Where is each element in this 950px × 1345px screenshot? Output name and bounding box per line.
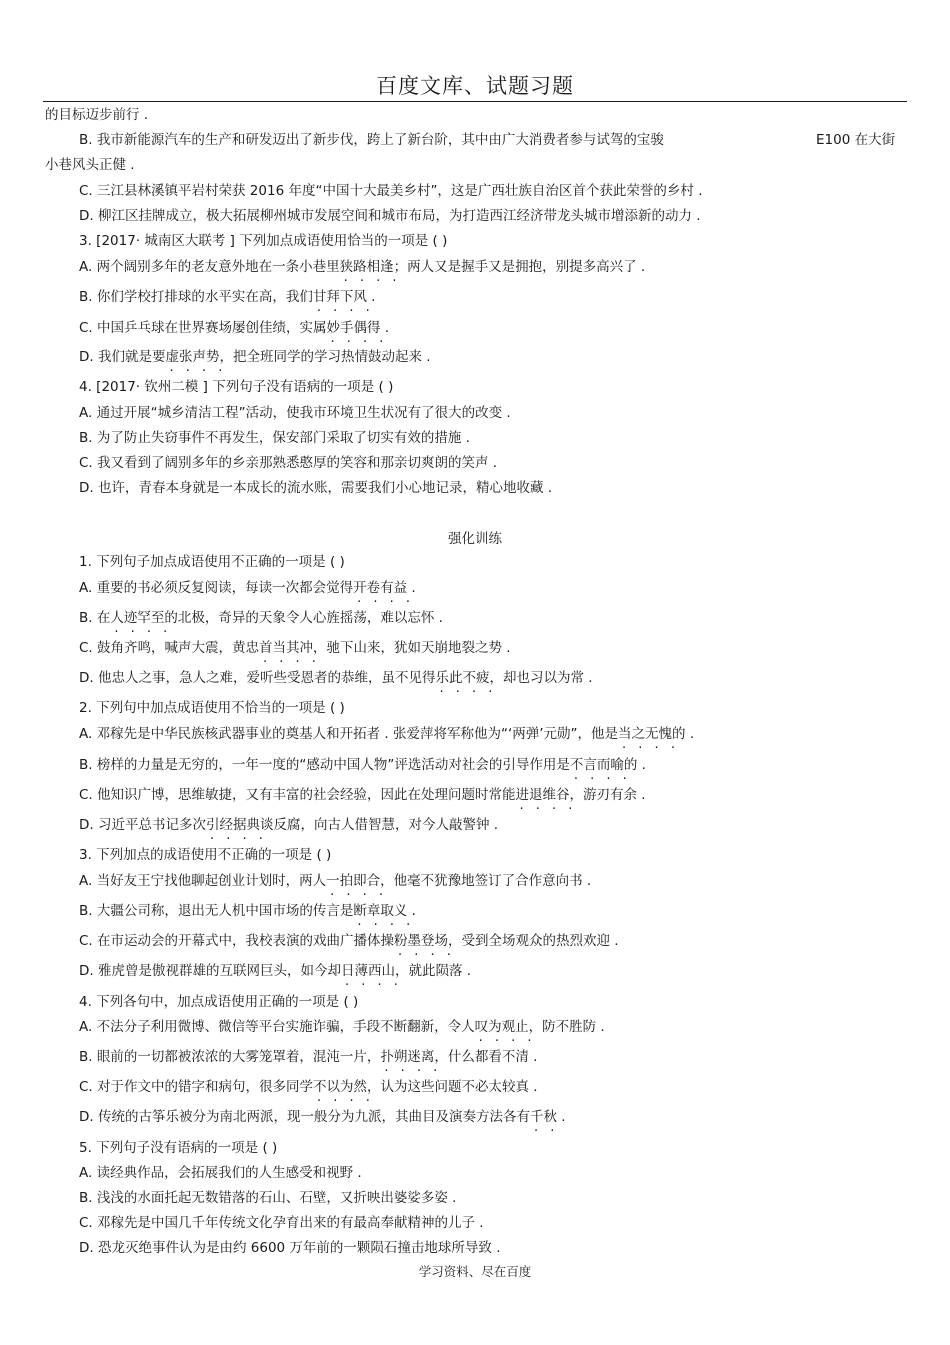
option-text: D. 习近平总书记多次 bbox=[79, 817, 206, 833]
text-line: 的目标迈步前行 . bbox=[45, 107, 149, 123]
question-stem: 4. 下列各句中，加点成语使用正确的一项是 ( ) bbox=[79, 994, 359, 1010]
option-text: B. 在 bbox=[79, 610, 111, 626]
option-text: ，驰下山来，犹如天崩地裂之势 . bbox=[313, 640, 511, 656]
text-line: 小巷风头正健 . bbox=[45, 157, 135, 173]
answer-option bbox=[79, 756, 646, 774]
option-text: D. 他忠人之事，急人之难，爱听些受恩者的恭维，虽不见得 bbox=[79, 670, 436, 686]
option-text: D. 传统的古筝乐被分为南北两派，现一般分为九派，其曲目及演奏方法各有 bbox=[79, 1109, 530, 1125]
question-stem: 3. 下列加点的成语使用不正确的一项是 ( ) bbox=[79, 847, 332, 863]
option-text: B. 你们学校打排球的水平实在高，我们 bbox=[79, 289, 313, 305]
answer-option bbox=[79, 1018, 605, 1036]
emphasized-idiom: 一拍即合 · · · · bbox=[326, 872, 380, 890]
option-text: ，游刃有余 . bbox=[569, 787, 646, 803]
text-line: B. 我市新能源汽车的生产和研发迈出了新步伐，跨上了新台阶，其中由广大消费者参与试驾的宝骏 bbox=[79, 132, 664, 148]
option-text: C. 对于作文中的错字和病句，很多同学 bbox=[79, 1079, 314, 1095]
option-text: 谈反腐，向古人借智慧，对今人敲警钟 . bbox=[259, 817, 499, 833]
emphasized-idiom: 甘拜下风 · · · · bbox=[313, 288, 367, 306]
emphasized-idiom: 开卷有益 · · · · bbox=[353, 579, 407, 597]
answer-option: C. 邓稼先是中国几千年传统文化孕育出来的有最高奉献精神的儿子 . bbox=[79, 1215, 484, 1231]
option-text: A. 当好友王宁找他聊起创业计划时，两人 bbox=[79, 873, 327, 889]
emphasized-idiom: 扑朔迷离 · · · · bbox=[380, 1048, 434, 1066]
page-header-title: 百度文库、试题习题 bbox=[376, 74, 574, 98]
option-text: . bbox=[380, 320, 390, 336]
option-text: ，就此陨落 . bbox=[394, 963, 472, 979]
emphasized-idiom: 虚张声势 · · · · bbox=[165, 348, 219, 366]
answer-option bbox=[79, 962, 471, 980]
answer-option bbox=[79, 1048, 537, 1066]
emphasized-idiom: 叹为观止 · · · · bbox=[475, 1018, 529, 1036]
answer-option bbox=[79, 288, 375, 306]
emphasized-idiom: 不以为然 · · · · bbox=[313, 1078, 367, 1096]
question-stem: 5. 下列句子没有语病的一项是 ( ) bbox=[79, 1140, 278, 1156]
answer-option bbox=[79, 258, 645, 276]
answer-option bbox=[79, 786, 646, 804]
option-text: ，认为这些问题不必太较真 . bbox=[367, 1079, 538, 1095]
emphasized-idiom: 人迹罕至 · · · · bbox=[110, 609, 164, 627]
emphasized-idiom: 当之无愧 · · · · bbox=[618, 725, 672, 743]
option-text: . bbox=[407, 903, 416, 919]
answer-option bbox=[79, 816, 498, 834]
option-text: D. 我们就是要 bbox=[79, 349, 166, 365]
emphasized-idiom: 不言而喻 · · · · bbox=[570, 756, 624, 774]
answer-option bbox=[79, 639, 511, 657]
answer-option bbox=[79, 319, 389, 337]
answer-option: B. 为了防止失窃事件不再发生，保安部门采取了切实有效的措施 . bbox=[79, 430, 470, 446]
option-text: . bbox=[556, 1109, 566, 1125]
option-text: B. 榜样的力量是无穷的，一年一度的“感动中国人物”评选活动对社会的引导作用是 bbox=[79, 757, 570, 773]
answer-option bbox=[79, 609, 443, 627]
emphasized-idiom: 日薄西山 · · · · bbox=[341, 962, 395, 980]
option-text: ；两人又是握手又是拥抱，别提多高兴了 . bbox=[393, 259, 646, 275]
question-stem: 3. [2017· 城南区大联考 ] 下列加点成语使用恰当的一项是 ( ) bbox=[79, 233, 448, 249]
answer-option: D. 也许，青春本身就是一本成长的流水账，需要我们小心地记录，精心地收藏 . bbox=[79, 480, 553, 496]
answer-option: C. 我又看到了阔别多年的乡亲那熟悉憨厚的笑容和那亲切爽朗的笑声 . bbox=[79, 455, 498, 471]
answer-option: A. 读经典作品，会拓展我们的人生感受和视野 . bbox=[79, 1165, 362, 1181]
answer-option bbox=[79, 579, 416, 597]
option-text: ，他毫不犹豫地签订了合作意向书 . bbox=[380, 873, 592, 889]
option-text: C. 鼓角齐鸣，喊声大震，黄忠 bbox=[79, 640, 260, 656]
option-text: ，什么都看不清 . bbox=[434, 1049, 538, 1065]
option-text: C. 中国乒乓球在世界赛场屡创佳绩，实属 bbox=[79, 320, 327, 336]
option-text: A. 两个阔别多年的老友意外地在一条小巷里 bbox=[79, 259, 340, 275]
answer-option: D. 恐龙灭绝事件认为是由约 6600 万年前的一颗陨石撞击地球所导致 . bbox=[79, 1240, 501, 1256]
answer-option bbox=[79, 932, 619, 950]
option-text: B. 眼前的一切都被浓浓的大雾笼罩着，混沌一片， bbox=[79, 1049, 381, 1065]
header-divider bbox=[43, 101, 907, 102]
option-text: A. 不法分子利用微博、微信等平台实施诈骗，手段不断翻新，令人 bbox=[79, 1019, 475, 1035]
question-stem: 4. [2017· 钦州二模 ] 下列句子没有语病的一项是 ( ) bbox=[79, 379, 394, 395]
emphasized-idiom: 粉墨登场 · · · · bbox=[394, 932, 448, 950]
emphasized-idiom: 狭路相逢 · · · · bbox=[340, 258, 394, 276]
option-text: ，却也习以为常 . bbox=[489, 670, 593, 686]
option-text: ，把全班同学的学习热情鼓动起来 . bbox=[219, 349, 431, 365]
text-line: D. 柳江区挂牌成立，极大拓展柳州城市发展空间和城市布局，为打造西江经济带龙头城市增添新的动力 . bbox=[79, 208, 701, 224]
option-text: A. 邓稼先是中华民族核武器事业的奠基人和开拓者 . 张爱萍将军称他为“‘两弹’元勋”，他是 bbox=[79, 726, 619, 742]
emphasized-idiom: 乐此不疲 · · · · bbox=[435, 669, 489, 687]
option-text: 的 . bbox=[623, 757, 646, 773]
question-stem: 1. 下列句子加点成语使用不正确的一项是 ( ) bbox=[79, 554, 345, 570]
answer-option bbox=[79, 1108, 566, 1126]
option-text: B. 大疆公司称，退出无人机中国市场的传言是 bbox=[79, 903, 354, 919]
answer-option bbox=[79, 1078, 538, 1096]
emphasized-idiom: 进退维谷 · · · · bbox=[516, 786, 570, 804]
option-text: . bbox=[407, 580, 416, 596]
answer-option bbox=[79, 725, 694, 743]
emphasized-idiom: 妙手偶得 · · · · bbox=[327, 319, 381, 337]
option-text: C. 在市运动会的开幕式中，我校表演的戏曲广播体操 bbox=[79, 933, 395, 949]
answer-option bbox=[79, 669, 593, 687]
option-text: D. 雅虎曾是傲视群雄的互联网巨头，如今却 bbox=[79, 963, 341, 979]
emphasized-idiom: 千秋 · · bbox=[530, 1108, 557, 1126]
option-text: ，受到全场观众的热烈欢迎 . bbox=[448, 933, 619, 949]
answer-option bbox=[79, 348, 431, 366]
emphasized-idiom: 首当其冲 · · · · bbox=[259, 639, 313, 657]
option-text: C. 他知识广博，思维敏捷，又有丰富的社会经验，因此在处理问题时常能 bbox=[79, 787, 516, 803]
option-text: 的 . bbox=[672, 726, 695, 742]
section-title: 强化训练 bbox=[448, 531, 502, 547]
page-footer: 学习资料、尽在百度 bbox=[418, 1264, 532, 1279]
option-text: A. 重要的书必须反复阅读，每读一次都会觉得 bbox=[79, 580, 354, 596]
question-stem: 2. 下列句中加点成语使用不恰当的一项是 ( ) bbox=[79, 700, 345, 716]
answer-option: B. 浅浅的水面托起无数错落的石山、石壁，又折映出婆娑多姿 . bbox=[79, 1190, 457, 1206]
option-text: . bbox=[366, 289, 376, 305]
option-text: 的北极，奇异的天象令人心旌摇荡，难以忘怀 . bbox=[164, 610, 443, 626]
answer-option bbox=[79, 902, 416, 920]
text-line: E100 在大街 bbox=[816, 132, 896, 148]
emphasized-idiom: 引经据典 · · · · bbox=[206, 816, 260, 834]
answer-option bbox=[79, 872, 591, 890]
answer-option: A. 通过开展“城乡清洁工程”活动，使我市环境卫生状况有了很大的改变 . bbox=[79, 405, 511, 421]
option-text: ，防不胜防 . bbox=[528, 1019, 605, 1035]
emphasized-idiom: 断章取义 · · · · bbox=[353, 902, 407, 920]
text-line: C. 三江县林溪镇平岩村荣获 2016 年度“中国十大最美乡村”，这是广西壮族自治区首个获此荣誉的乡村 . bbox=[79, 183, 703, 199]
